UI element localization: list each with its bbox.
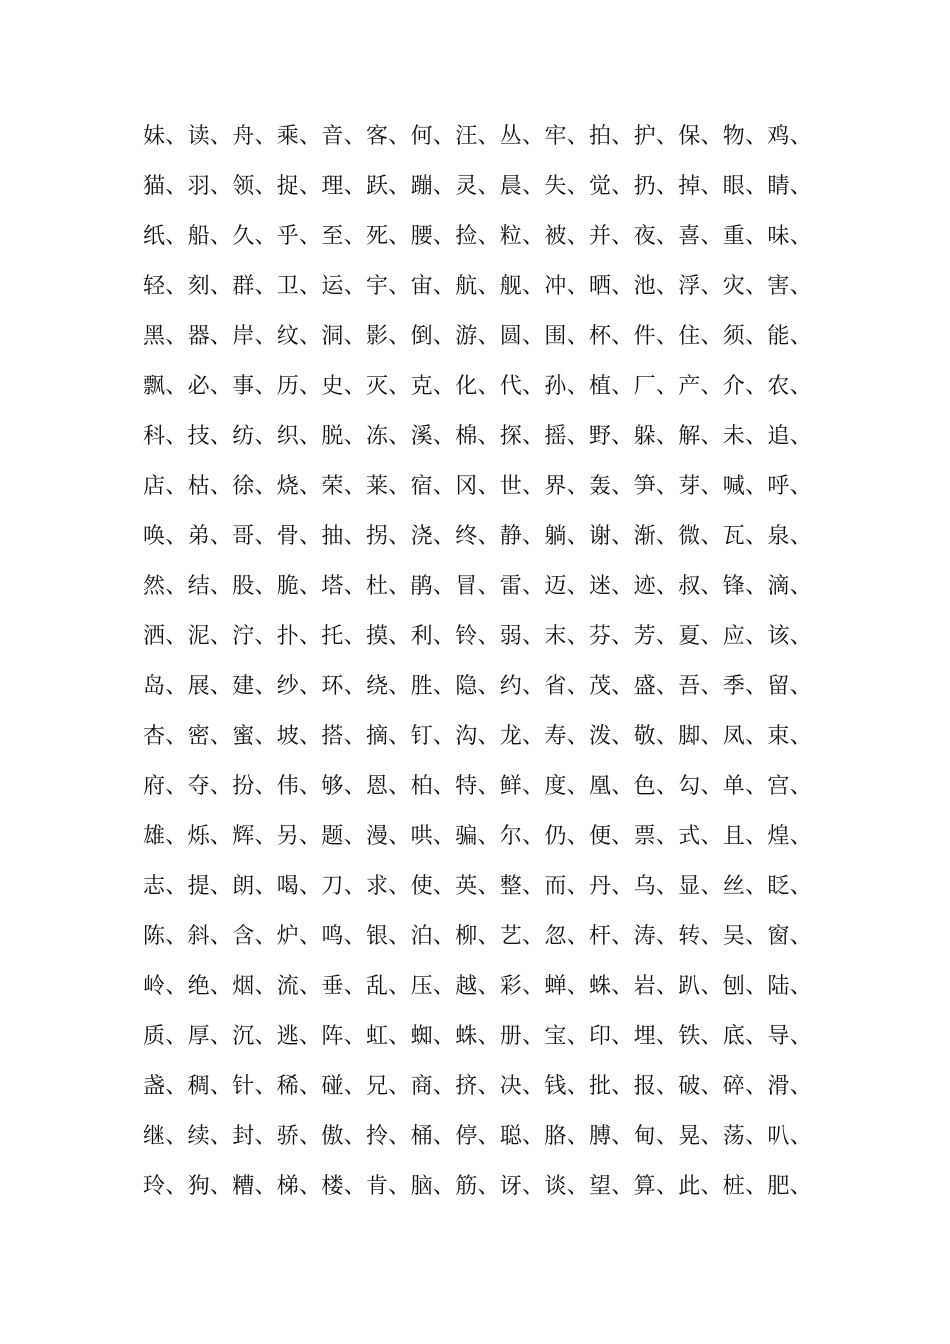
text-line: 然、结、股、脆、塔、杜、鹃、冒、雷、迈、迷、迹、叔、锋、滴、 xyxy=(143,574,813,599)
text-line: 玲、狗、糟、梯、楼、肯、脑、筋、讶、谈、望、算、此、桩、肥、 xyxy=(143,1174,813,1199)
text-line: 盏、稠、针、稀、碰、兄、商、挤、决、钱、批、报、破、碎、滑、 xyxy=(143,1074,813,1099)
text-line: 府、夺、扮、伟、够、恩、柏、特、鲜、度、凰、色、勾、单、宫、 xyxy=(143,774,813,799)
text-line: 岭、绝、烟、流、垂、乱、压、越、彩、蝉、蛛、岩、趴、刨、陆、 xyxy=(143,974,813,999)
text-line: 陈、斜、含、炉、鸣、银、泊、柳、艺、忽、杆、涛、转、吴、窗、 xyxy=(143,924,813,949)
text-line: 志、提、朗、喝、刀、求、使、英、整、而、丹、乌、显、丝、眨、 xyxy=(143,874,813,899)
text-line: 店、枯、徐、烧、荣、莱、宿、冈、世、界、轰、笋、芽、喊、呼、 xyxy=(143,474,813,499)
text-line: 妹、读、舟、乘、音、客、何、汪、丛、牢、拍、护、保、物、鸡、 xyxy=(143,124,813,149)
text-line: 雄、烁、辉、另、题、漫、哄、骗、尔、仍、便、票、式、且、煌、 xyxy=(143,824,813,849)
text-line: 轻、刻、群、卫、运、宇、宙、航、舰、冲、晒、池、浮、灾、害、 xyxy=(143,274,813,299)
character-list xyxy=(143,112,833,1212)
text-line: 继、续、封、骄、傲、拎、桶、停、聪、胳、膊、甸、晃、荡、叭、 xyxy=(143,1124,813,1149)
text-line: 纸、船、久、乎、至、死、腰、捡、粒、被、并、夜、喜、重、味、 xyxy=(143,224,813,249)
text-line: 杏、密、蜜、坡、搭、摘、钉、沟、龙、寿、泼、敬、脚、凤、束、 xyxy=(143,724,813,749)
text-line: 质、厚、沉、逃、阵、虹、蜘、蛛、册、宝、印、埋、铁、底、导、 xyxy=(143,1024,813,1049)
text-line: 黑、器、岸、纹、洞、影、倒、游、圆、围、杯、件、住、须、能、 xyxy=(143,324,813,349)
text-line: 唤、弟、哥、骨、抽、拐、浇、终、静、躺、谢、渐、微、瓦、泉、 xyxy=(143,524,813,549)
text-line: 科、技、纺、织、脱、冻、溪、棉、探、摇、野、躲、解、未、追、 xyxy=(143,424,813,449)
text-line: 猫、羽、领、捉、理、跃、蹦、灵、晨、失、觉、扔、掉、眼、睛、 xyxy=(143,174,813,199)
text-line: 洒、泥、泞、扑、托、摸、利、铃、弱、末、芬、芳、夏、应、该、 xyxy=(143,624,813,649)
text-line: 岛、展、建、纱、环、绕、胜、隐、约、省、茂、盛、吾、季、留、 xyxy=(143,674,813,699)
text-line: 飘、必、事、历、史、灭、克、化、代、孙、植、厂、产、介、农、 xyxy=(143,374,813,399)
